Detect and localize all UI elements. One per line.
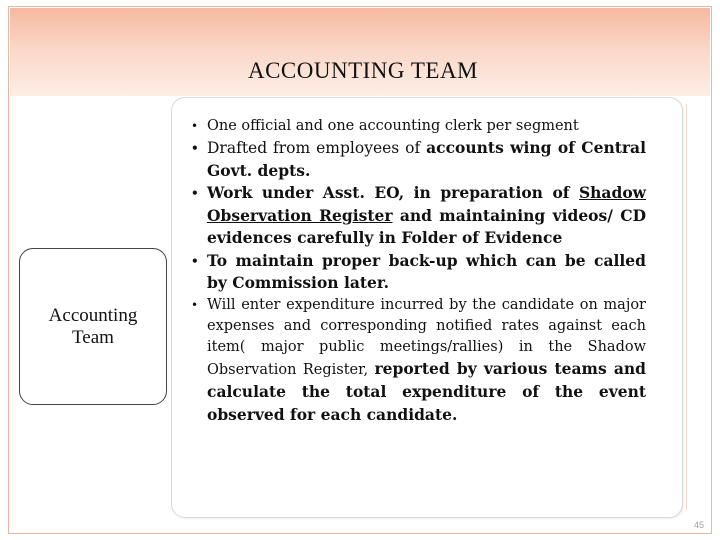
content-box-curl [686, 104, 703, 510]
bullet-text: Work under Asst. EO, in preparation of [207, 183, 579, 202]
bullet-item [190, 137, 646, 182]
slide-title: ACCOUNTING TEAM [247, 58, 479, 83]
bullet-item [190, 116, 646, 137]
bullet-text: and maintaining videos/ CD evidences carefully in Folder of Evidence [207, 205, 647, 247]
bullet-text: To maintain proper back-up which can be called by Commission later. [207, 250, 646, 292]
accounting-team-box [19, 248, 167, 405]
bullet-item [190, 250, 646, 295]
bullet-text: Will enter expenditure incurred by the candidate on major expenses and corresponding notified rates against each item( major public meetings/rallies) in the Shadow Observation Register, [207, 296, 646, 378]
bullet-text-underlined: Shadow Observation Register [207, 183, 646, 225]
bullet-text: Drafted from employees of [207, 139, 427, 157]
page-number: 45 [693, 520, 704, 530]
bullet-list [190, 116, 646, 427]
bullet-text: One official and one accounting clerk per segment [207, 118, 579, 134]
team-label-line1: Accounting [48, 304, 138, 326]
bullet-text-bold: reported by various teams and calculate the total expenditure of the event observed for each candidate. [207, 358, 646, 424]
bullet-item [190, 295, 646, 427]
bullet-item [190, 182, 646, 250]
bullet-text-bold: accounts wing of Central Govt. depts. [207, 138, 646, 180]
team-label-line2: Team [72, 326, 114, 348]
